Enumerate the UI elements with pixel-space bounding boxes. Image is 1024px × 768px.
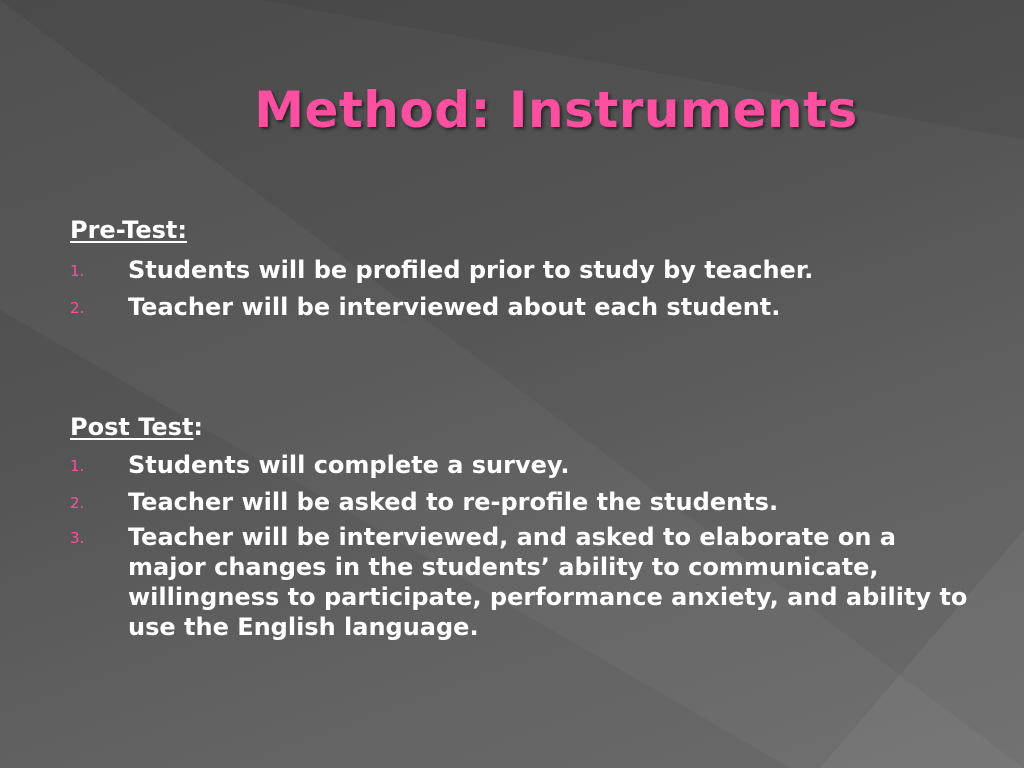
- slide-title: Method: Instruments: [254, 81, 858, 139]
- post-test-list: [70, 448, 970, 645]
- list-item: [70, 522, 970, 642]
- list-item-text: Students will complete a survey.: [128, 451, 570, 479]
- list-item-number: 2.: [70, 494, 85, 512]
- list-item-number: 1.: [70, 262, 85, 280]
- list-item: [70, 290, 970, 324]
- post-test-heading: [70, 410, 203, 444]
- list-item-text: Teacher will be asked to re-profile the students.: [128, 488, 779, 516]
- list-item-text: Teacher will be interviewed about each student.: [128, 293, 781, 321]
- list-item-text: Students will be profiled prior to study by teacher.: [128, 256, 814, 284]
- list-item: [70, 485, 970, 519]
- list-item-number: 1.: [70, 457, 85, 475]
- list-item-number: 2.: [70, 299, 85, 317]
- pre-test-heading-text: Pre-Test:: [70, 216, 187, 244]
- list-item: [70, 253, 970, 287]
- pre-test-heading: [70, 213, 187, 247]
- post-test-heading-text: Post Test: [70, 413, 194, 441]
- pre-test-list: [70, 253, 970, 327]
- list-item-number: 3.: [70, 529, 85, 547]
- list-item-text: Teacher will be interviewed, and asked to elaborate on a major changes in the students’ ability to communicate, willingness to participate, performance anxiety, and ability to use the English language.: [128, 523, 968, 641]
- list-item: [70, 448, 970, 482]
- post-test-heading-colon: :: [193, 413, 204, 441]
